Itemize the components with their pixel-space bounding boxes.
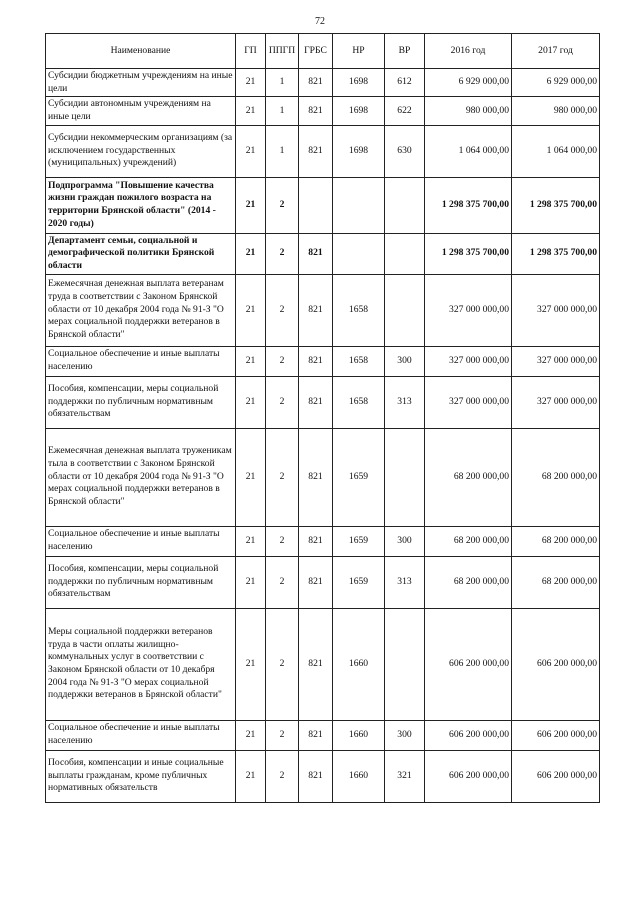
cell-2016: 68 200 000,00 [425, 556, 512, 608]
cell-grbs [299, 177, 333, 233]
cell-name: Меры социальной поддержки ветеранов труда в части оплаты жилищно-коммунальных услуг в соответствии с Законом Брянской области от 10 декабря 2004 года № 91-З "О мерах социальной поддержки ветеранов в Брянской области" [46, 608, 236, 720]
budget-table [45, 33, 600, 803]
cell-name: Субсидии автономным учреждениям на иные цели [46, 97, 236, 125]
header-gp: ГП [236, 34, 266, 69]
table-row [46, 125, 600, 177]
cell-grbs: 821 [299, 376, 333, 428]
cell-vr [385, 428, 425, 526]
cell-ppgp: 1 [266, 125, 299, 177]
cell-gp: 21 [236, 69, 266, 97]
table-row [46, 233, 600, 274]
table-header-row [46, 34, 600, 69]
cell-nr: 1659 [333, 556, 385, 608]
cell-gp: 21 [236, 177, 266, 233]
cell-vr: 622 [385, 97, 425, 125]
cell-nr: 1660 [333, 720, 385, 750]
cell-ppgp: 2 [266, 346, 299, 376]
table-row [46, 346, 600, 376]
cell-2017: 606 200 000,00 [512, 720, 600, 750]
cell-2016: 606 200 000,00 [425, 608, 512, 720]
cell-ppgp: 2 [266, 556, 299, 608]
cell-2017: 606 200 000,00 [512, 750, 600, 802]
cell-gp: 21 [236, 750, 266, 802]
cell-grbs: 821 [299, 720, 333, 750]
cell-2017: 606 200 000,00 [512, 608, 600, 720]
cell-2016: 327 000 000,00 [425, 346, 512, 376]
cell-gp: 21 [236, 125, 266, 177]
cell-ppgp: 2 [266, 526, 299, 556]
cell-2016: 327 000 000,00 [425, 274, 512, 346]
header-name: Наименование [46, 34, 236, 69]
cell-2017: 1 298 375 700,00 [512, 233, 600, 274]
cell-ppgp: 2 [266, 428, 299, 526]
cell-nr [333, 233, 385, 274]
cell-gp: 21 [236, 97, 266, 125]
table-row [46, 526, 600, 556]
cell-2016: 980 000,00 [425, 97, 512, 125]
cell-nr: 1658 [333, 376, 385, 428]
cell-vr [385, 274, 425, 346]
cell-2016: 68 200 000,00 [425, 526, 512, 556]
cell-2016: 1 064 000,00 [425, 125, 512, 177]
cell-grbs: 821 [299, 125, 333, 177]
cell-nr: 1698 [333, 69, 385, 97]
cell-ppgp: 1 [266, 69, 299, 97]
table-row [46, 428, 600, 526]
cell-vr: 300 [385, 720, 425, 750]
cell-ppgp: 2 [266, 233, 299, 274]
cell-vr: 612 [385, 69, 425, 97]
cell-ppgp: 2 [266, 376, 299, 428]
cell-grbs: 821 [299, 608, 333, 720]
header-nr: НР [333, 34, 385, 69]
cell-ppgp: 2 [266, 177, 299, 233]
cell-vr [385, 177, 425, 233]
table-row [46, 556, 600, 608]
cell-gp: 21 [236, 720, 266, 750]
cell-name: Пособия, компенсации и иные социальные выплаты гражданам, кроме публичных нормативных обязательств [46, 750, 236, 802]
table-row [46, 376, 600, 428]
cell-grbs: 821 [299, 556, 333, 608]
cell-gp: 21 [236, 346, 266, 376]
cell-grbs: 821 [299, 97, 333, 125]
cell-nr: 1698 [333, 125, 385, 177]
cell-gp: 21 [236, 556, 266, 608]
cell-ppgp: 1 [266, 97, 299, 125]
cell-vr [385, 608, 425, 720]
table-row [46, 69, 600, 97]
cell-nr: 1659 [333, 526, 385, 556]
cell-ppgp: 2 [266, 750, 299, 802]
cell-grbs: 821 [299, 526, 333, 556]
cell-2016: 327 000 000,00 [425, 376, 512, 428]
cell-2016: 1 298 375 700,00 [425, 233, 512, 274]
header-2017: 2017 год [512, 34, 600, 69]
table-row [46, 177, 600, 233]
cell-vr [385, 233, 425, 274]
cell-2017: 980 000,00 [512, 97, 600, 125]
header-2016: 2016 год [425, 34, 512, 69]
cell-nr: 1658 [333, 274, 385, 346]
cell-name: Ежемесячная денежная выплата труженикам тыла в соответствии с Законом Брянской области от 10 декабря 2004 года № 91-З "О мерах социальной поддержки ветеранов в Брянской области" [46, 428, 236, 526]
cell-name: Социальное обеспечение и иные выплаты населению [46, 526, 236, 556]
cell-gp: 21 [236, 274, 266, 346]
cell-nr: 1698 [333, 97, 385, 125]
cell-name: Подпрограмма "Повышение качества жизни граждан пожилого возраста на территории Брянской области" (2014 - 2020 годы) [46, 177, 236, 233]
cell-name: Пособия, компенсации, меры социальной поддержки по публичным нормативным обязательствам [46, 556, 236, 608]
cell-vr: 300 [385, 346, 425, 376]
cell-nr: 1660 [333, 750, 385, 802]
cell-2016: 6 929 000,00 [425, 69, 512, 97]
cell-grbs: 821 [299, 69, 333, 97]
cell-ppgp: 2 [266, 274, 299, 346]
cell-gp: 21 [236, 526, 266, 556]
cell-vr: 300 [385, 526, 425, 556]
cell-2016: 606 200 000,00 [425, 750, 512, 802]
cell-nr [333, 177, 385, 233]
cell-2017: 6 929 000,00 [512, 69, 600, 97]
cell-2017: 327 000 000,00 [512, 274, 600, 346]
cell-nr: 1660 [333, 608, 385, 720]
cell-grbs: 821 [299, 750, 333, 802]
cell-2016: 606 200 000,00 [425, 720, 512, 750]
table-row [46, 720, 600, 750]
cell-vr: 321 [385, 750, 425, 802]
table-row [46, 750, 600, 802]
cell-nr: 1659 [333, 428, 385, 526]
cell-name: Социальное обеспечение и иные выплаты населению [46, 720, 236, 750]
cell-grbs: 821 [299, 233, 333, 274]
cell-vr: 313 [385, 556, 425, 608]
cell-grbs: 821 [299, 274, 333, 346]
header-grbs: ГРБС [299, 34, 333, 69]
cell-2017: 68 200 000,00 [512, 526, 600, 556]
cell-ppgp: 2 [266, 720, 299, 750]
cell-2017: 327 000 000,00 [512, 376, 600, 428]
cell-gp: 21 [236, 428, 266, 526]
cell-2016: 68 200 000,00 [425, 428, 512, 526]
cell-name: Департамент семьи, социальной и демографической политики Брянской области [46, 233, 236, 274]
table-row [46, 97, 600, 125]
table-row [46, 608, 600, 720]
cell-gp: 21 [236, 233, 266, 274]
table-row [46, 274, 600, 346]
header-ppgp: ППГП [266, 34, 299, 69]
cell-2017: 327 000 000,00 [512, 346, 600, 376]
cell-2017: 68 200 000,00 [512, 556, 600, 608]
cell-name: Субсидии бюджетным учреждениям на иные цели [46, 69, 236, 97]
cell-gp: 21 [236, 376, 266, 428]
cell-vr: 313 [385, 376, 425, 428]
cell-name: Пособия, компенсации, меры социальной поддержки по публичным нормативным обязательствам [46, 376, 236, 428]
cell-vr: 630 [385, 125, 425, 177]
header-vr: ВР [385, 34, 425, 69]
cell-grbs: 821 [299, 346, 333, 376]
cell-nr: 1658 [333, 346, 385, 376]
cell-name: Социальное обеспечение и иные выплаты населению [46, 346, 236, 376]
cell-ppgp: 2 [266, 608, 299, 720]
cell-name: Субсидии некоммерческим организациям (за исключением государственных (муниципальных) учреждений) [46, 125, 236, 177]
page-number: 72 [315, 16, 325, 27]
cell-name: Ежемесячная денежная выплата ветеранам труда в соответствии с Законом Брянской области от 10 декабря 2004 года № 91-З "О мерах социальной поддержки ветеранов в Брянской области" [46, 274, 236, 346]
cell-2017: 1 298 375 700,00 [512, 177, 600, 233]
cell-2017: 68 200 000,00 [512, 428, 600, 526]
cell-gp: 21 [236, 608, 266, 720]
cell-2017: 1 064 000,00 [512, 125, 600, 177]
cell-grbs: 821 [299, 428, 333, 526]
cell-2016: 1 298 375 700,00 [425, 177, 512, 233]
